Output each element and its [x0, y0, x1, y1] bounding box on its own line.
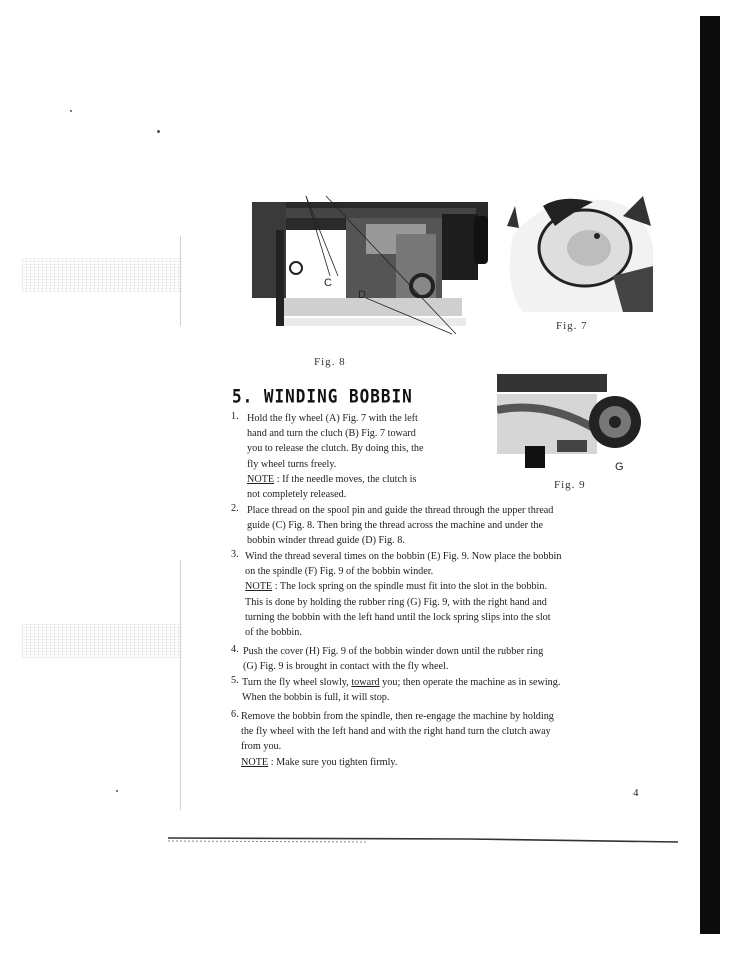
fly-wheel-hand-photo	[503, 186, 657, 312]
scan-noise	[22, 624, 182, 658]
scan-speck	[157, 130, 160, 133]
step-number: 5.	[231, 675, 239, 686]
fig9-label-f: F	[601, 459, 608, 471]
step-number: 4.	[231, 644, 239, 655]
step-2-text: Place thread on the spool pin and guide the thread through the upper thread guide (C) Fig. 8. Then bring the thread across the machine and under the bobbin winder thread guide (D) Fig. 8.	[247, 505, 554, 547]
step-6-text: Remove the bobbin from the spindle, then re-engage the machine by holding the fly wheel with the left hand and with the right hand turn the clutch away from you. NOTE : Make sure you tighten firmly.	[241, 711, 554, 768]
scan-margin-line	[180, 560, 181, 810]
step-3-text: Wind the thread several times on the bobbin (E) Fig. 9. Now place the bobbin on the spindle (F) Fig. 9 of the bobbin winder. NOTE : The lock spring on the spindle must fit into the slot in the bobbin. This is done by holding the rubber ring (G) Fig. 9, with the right hand and turning the bobbin with the left hand until the lock spring slips into the slot of the bobbin.	[245, 551, 562, 639]
section-heading: 5. WINDING BOBBIN	[232, 385, 413, 407]
fig9-caption: Fig. 9	[554, 479, 586, 491]
fig9-label-g: G	[615, 461, 624, 473]
page-number: 4	[633, 787, 639, 799]
step-1-note: NOTE : If the needle moves, the clutch is not completely released.	[247, 474, 417, 501]
note-label: NOTE	[241, 756, 269, 768]
fig8-caption: Fig. 8	[314, 356, 346, 368]
note-label: NOTE	[247, 474, 275, 485]
step-number: 2.	[231, 503, 239, 514]
fig8-label-c: C	[324, 277, 332, 289]
sewing-machine-photo	[246, 188, 492, 344]
scan-margin-line	[180, 236, 181, 326]
note-label: NOTE	[245, 581, 273, 593]
fig8-label-d: D	[358, 289, 366, 301]
scan-speck	[70, 110, 72, 112]
bobbin-winder-photo	[497, 370, 642, 474]
scan-edge-shadow	[700, 16, 720, 934]
step-1-text: Hold the fly wheel (A) Fig. 7 with the left hand and turn the cluch (B) Fig. 7 toward you to release the clutch. By doing this, the fly wheel turns freely.	[247, 413, 424, 470]
step-number: 3.	[231, 549, 239, 560]
fig7-caption: Fig. 7	[556, 320, 588, 332]
step-5-text: Turn the fly wheel slowly, toward you; then operate the machine as in sewing. When the bobbin is full, it will stop.	[242, 677, 561, 704]
scan-speck	[116, 790, 118, 792]
step-number: 1.	[231, 411, 239, 422]
scan-noise	[22, 258, 182, 292]
page-bottom-rule	[168, 836, 680, 846]
step-4-text: Push the cover (H) Fig. 9 of the bobbin winder down until the rubber ring (G) Fig. 9 is brought in contact with the fly wheel.	[243, 646, 544, 673]
step-number: 6.	[231, 709, 239, 720]
